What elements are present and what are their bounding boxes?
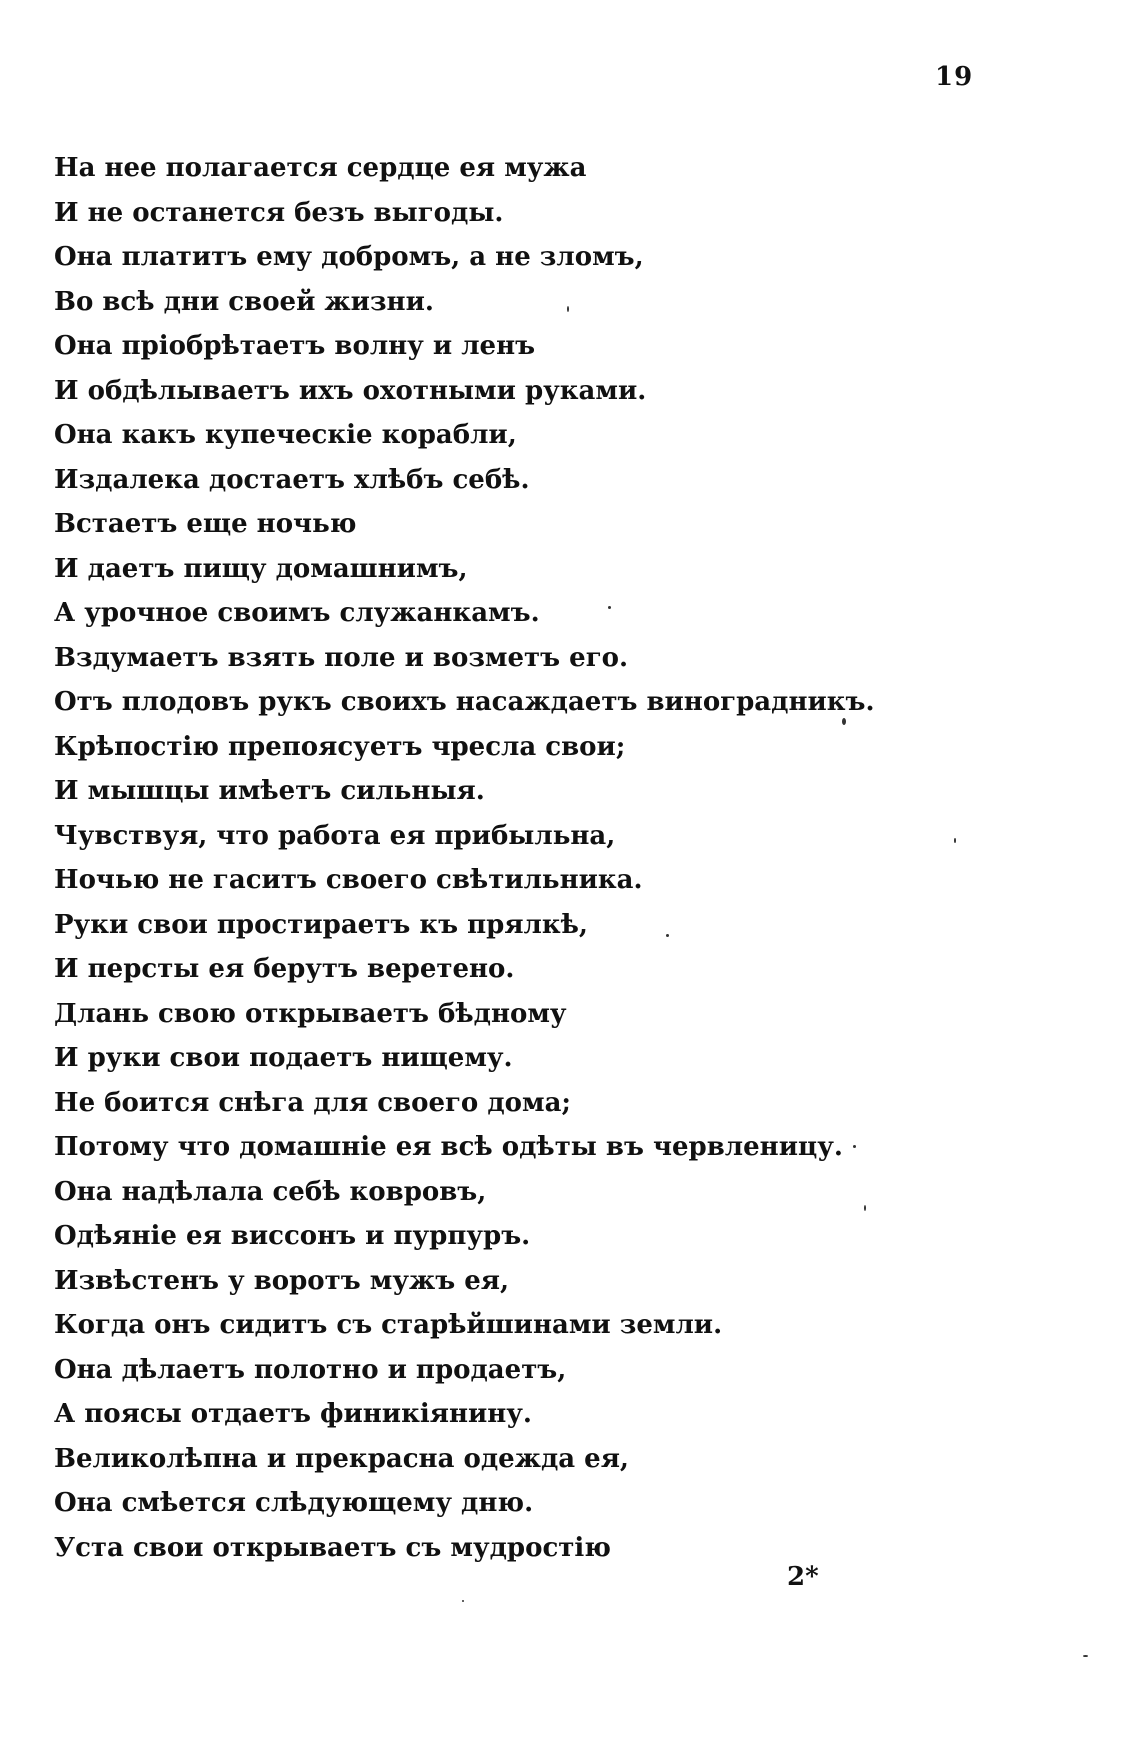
verse-line: Отъ плодовъ рукъ своихъ насаждаетъ виноградникъ. (54, 687, 875, 717)
verse-line: И даетъ пищу домашнимъ, (54, 553, 468, 584)
signature-mark: 2* (787, 1562, 819, 1592)
verse-line: Во всѣ дни своей жизни. (54, 286, 434, 317)
scan-speck (954, 838, 956, 843)
page-number: 19 (935, 62, 974, 92)
verse-line: Она надѣлала себѣ ковровъ, (54, 1176, 487, 1207)
verse-line: На нее полагается сердце ея мужа (54, 153, 587, 183)
verse-line: Она дѣлаетъ полотно и продаетъ, (54, 1354, 567, 1385)
scan-speck (864, 1205, 866, 1211)
scan-speck (462, 1600, 464, 1602)
scan-speck (608, 606, 611, 609)
verse-line: И не останется безъ выгоды. (54, 197, 504, 228)
verse-line: Она какъ купеческіе корабли, (54, 420, 517, 450)
verse-line: Она платитъ ему добромъ, а не зломъ, (54, 242, 644, 272)
verse-line: И мышцы имѣетъ сильныя. (54, 776, 485, 806)
verse-line: А урочное своимъ служанкамъ. (54, 598, 540, 628)
verse-line: Одѣяніе ея виссонъ и пурпуръ. (54, 1221, 531, 1251)
scan-speck (842, 718, 846, 725)
verse-line: Вздумаетъ взять поле и возметъ его. (54, 642, 629, 673)
verse-line: Не боится снѣга для своего дома; (54, 1087, 572, 1118)
verse-line: Встаетъ еще ночью (54, 509, 357, 539)
verse-line: Крѣпостію препоясуетъ чресла свои; (54, 731, 626, 762)
verse-line: Издалека достаетъ хлѣбъ себѣ. (54, 464, 530, 495)
verse-line: Она пріобрѣтаетъ волну и ленъ (54, 331, 536, 361)
verse-line: Длань свою открываетъ бѣдному (54, 998, 567, 1029)
scan-speck (853, 1145, 856, 1148)
verse-line: Чувствуя, что работа ея прибыльна, (54, 820, 616, 851)
verse-line: Когда онъ сидитъ съ старѣйшинами земли. (54, 1310, 723, 1340)
scan-speck (567, 306, 569, 312)
verse-text (54, 146, 1054, 1570)
scan-speck (1083, 1655, 1088, 1657)
verse-line: Извѣстенъ у воротъ мужъ ея, (54, 1265, 510, 1296)
verse-line: И обдѣлываетъ ихъ охотными руками. (54, 375, 647, 406)
scan-speck (666, 934, 669, 937)
verse-line: Она смѣется слѣдующему дню. (54, 1488, 534, 1518)
verse-line: Великолѣпна и прекрасна одежда ея, (54, 1443, 629, 1474)
verse-line: Потому что домашніе ея всѣ одѣты въ червленицу. (54, 1132, 843, 1162)
verse-line: И руки свои подаетъ нищему. (54, 1043, 513, 1073)
verse-line: Руки свои простираетъ къ прялкѣ, (54, 909, 588, 940)
verse-line: Уста свои открываетъ съ мудростію (54, 1532, 611, 1563)
verse-line: Ночью не гаситъ своего свѣтильника. (54, 865, 643, 895)
verse-line: И персты ея берутъ веретено. (54, 954, 515, 984)
verse-line: А поясы отдаетъ финикіянину. (54, 1399, 532, 1429)
